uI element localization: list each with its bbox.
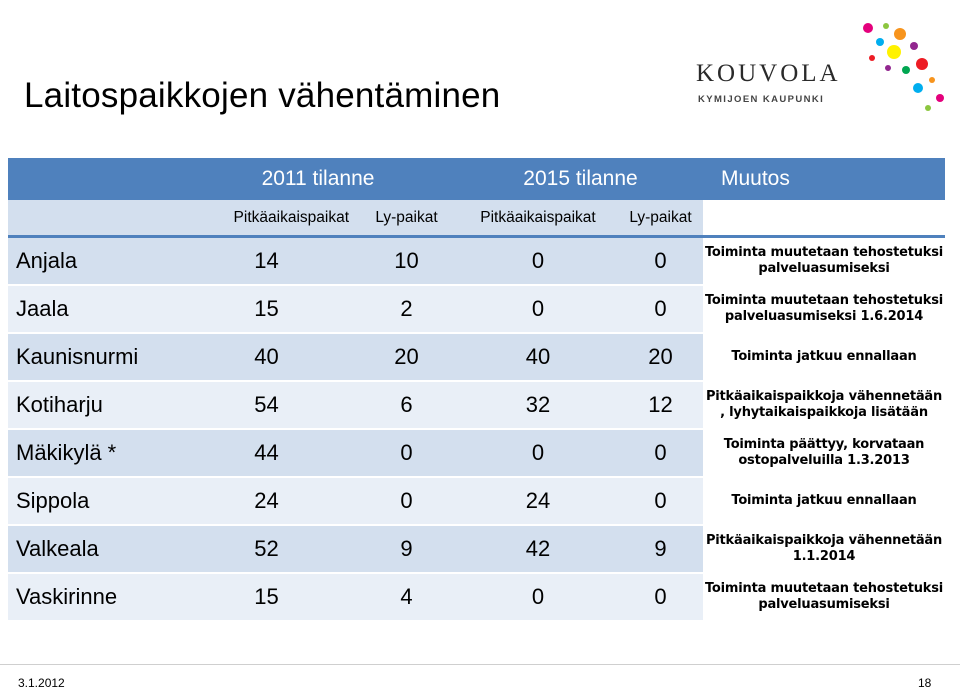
cell-2011-ly: 4 <box>355 574 458 620</box>
header-2015: 2015 tilanne <box>458 158 703 200</box>
cell-2015-ly: 0 <box>618 286 703 332</box>
cell-2011-long: 14 <box>178 238 355 284</box>
cell-note: Toiminta päättyy, korvataan ostopalveluilla 1.3.2013 <box>703 430 945 476</box>
logo-tagline: KYMIJOEN KAUPUNKI <box>698 94 825 105</box>
cell-2015-long: 0 <box>458 286 618 332</box>
cell-2011-ly: 6 <box>355 382 458 428</box>
table-row <box>8 430 945 476</box>
sub-header-row <box>8 200 945 235</box>
cell-2011-ly: 2 <box>355 286 458 332</box>
sub-header-2015-long: Pitkäaikaispaikat <box>458 200 618 235</box>
table-row <box>8 334 945 380</box>
table-row <box>8 382 945 428</box>
sub-header-2015-ly: Ly-paikat <box>618 200 703 235</box>
cell-2011-long: 15 <box>178 286 355 332</box>
cell-2011-long: 15 <box>178 574 355 620</box>
cell-note: Toiminta muutetaan tehostetuksi palveluasumiseksi <box>703 238 945 284</box>
cell-note: Pitkäaikaispaikkoja vähennetään 1.1.2014 <box>703 526 945 572</box>
cell-2011-long: 54 <box>178 382 355 428</box>
header-muutos <box>703 158 945 200</box>
cell-2011-long: 52 <box>178 526 355 572</box>
cell-2015-long: 32 <box>458 382 618 428</box>
cell-2011-long: 44 <box>178 430 355 476</box>
cell-2015-long: 0 <box>458 574 618 620</box>
cell-2011-ly: 0 <box>355 430 458 476</box>
cell-2011-long: 24 <box>178 478 355 524</box>
logo-wordmark: KOUVOLA <box>696 60 841 87</box>
header-2011: 2011 tilanne <box>178 158 458 200</box>
cell-2015-ly: 0 <box>618 430 703 476</box>
cell-2011-ly: 20 <box>355 334 458 380</box>
cell-2011-ly: 9 <box>355 526 458 572</box>
table-row <box>8 526 945 572</box>
table-row <box>8 286 945 332</box>
row-name: Kotiharju <box>8 382 178 428</box>
row-name: Valkeala <box>8 526 178 572</box>
cell-2011-ly: 0 <box>355 478 458 524</box>
cell-2015-long: 0 <box>458 238 618 284</box>
sub-header-blank <box>703 200 945 235</box>
cell-2011-ly: 10 <box>355 238 458 284</box>
slide-title: Laitospaikkojen vähentäminen <box>24 76 501 115</box>
footer-date: 3.1.2012 <box>18 676 65 690</box>
sub-header-2011-long: Pitkäaikaispaikat <box>178 200 355 235</box>
cell-2015-ly: 12 <box>618 382 703 428</box>
cell-note: Toiminta muutetaan tehostetuksi palveluasumiseksi 1.6.2014 <box>703 286 945 332</box>
cell-note: Toiminta jatkuu ennallaan <box>703 334 945 380</box>
logo-dots-icon <box>828 20 958 120</box>
header-corner <box>8 158 178 200</box>
cell-note: Toiminta muutetaan tehostetuksi palveluasumiseksi <box>703 574 945 620</box>
table-row <box>8 238 945 284</box>
row-name: Jaala <box>8 286 178 332</box>
row-name: Mäkikylä * <box>8 430 178 476</box>
cell-2015-long: 24 <box>458 478 618 524</box>
cell-2015-long: 0 <box>458 430 618 476</box>
row-name: Kaunisnurmi <box>8 334 178 380</box>
cell-2015-ly: 20 <box>618 334 703 380</box>
cell-2015-ly: 0 <box>618 574 703 620</box>
cell-2011-long: 40 <box>178 334 355 380</box>
row-name: Sippola <box>8 478 178 524</box>
group-header-row <box>8 158 945 200</box>
beds-table <box>8 158 945 620</box>
row-name: Anjala <box>8 238 178 284</box>
cell-note: Toiminta jatkuu ennallaan <box>703 478 945 524</box>
cell-2015-ly: 0 <box>618 478 703 524</box>
row-name: Vaskirinne <box>8 574 178 620</box>
cell-2015-long: 40 <box>458 334 618 380</box>
header-muutos-label: Muutos <box>721 167 790 190</box>
sub-header-2011-ly: Ly-paikat <box>355 200 458 235</box>
cell-2015-long: 42 <box>458 526 618 572</box>
page-number: 18 <box>918 676 932 690</box>
footer-divider <box>0 664 960 665</box>
sub-header-corner <box>8 200 178 235</box>
cell-note: Pitkäaikaispaikkoja vähennetään , lyhytaikaispaikkoja lisätään <box>703 382 945 428</box>
cell-2015-ly: 0 <box>618 238 703 284</box>
cell-2015-ly: 9 <box>618 526 703 572</box>
table-row <box>8 574 945 620</box>
table-row <box>8 478 945 524</box>
